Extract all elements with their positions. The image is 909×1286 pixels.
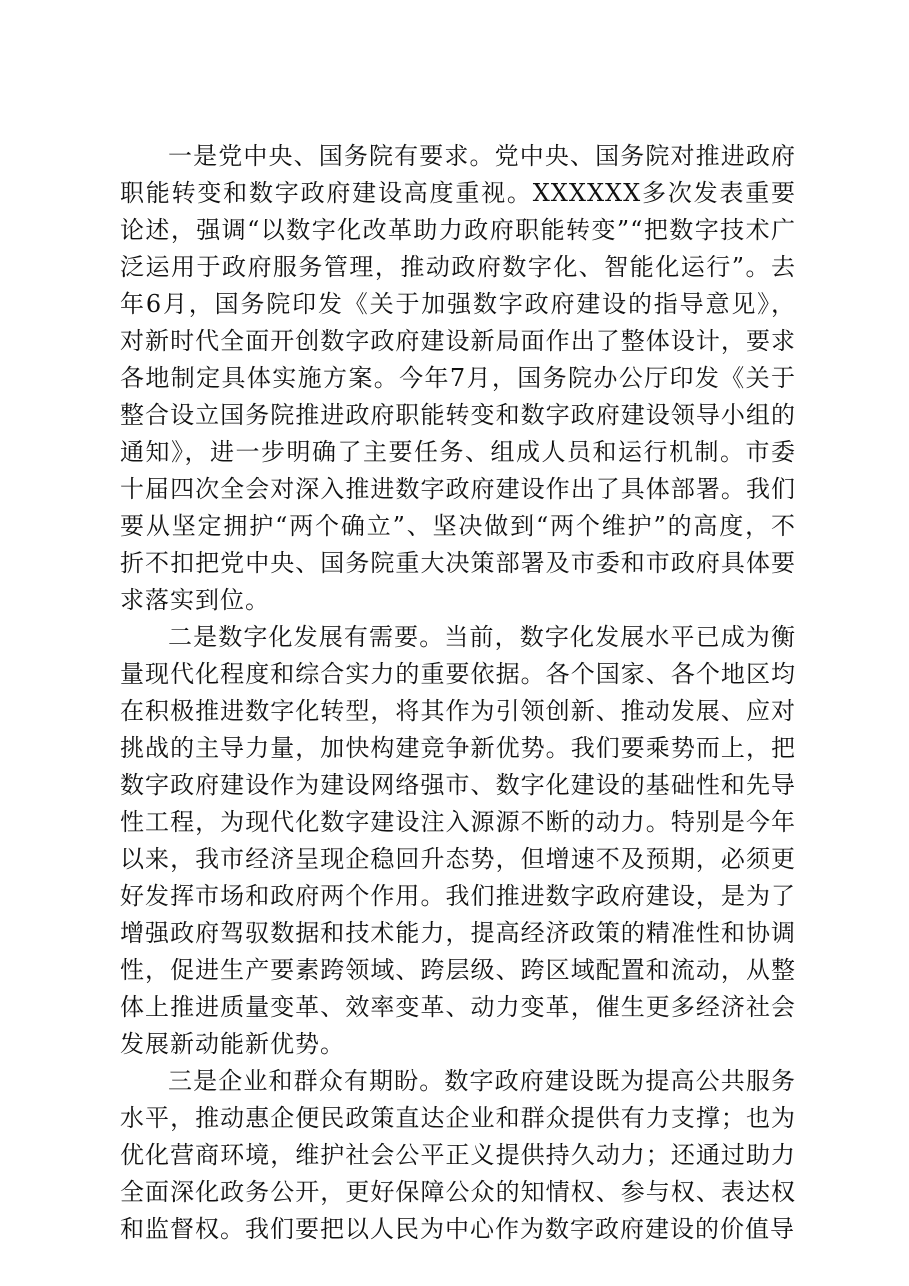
document-body — [120, 138, 796, 1248]
paragraph-party-central-requirement: 一是党中央、国务院有要求。党中央、国务院对推进政府职能转变和数字政府建设高度重视。XXXXXX多次发表重要论述，强调“以数字化改革助力政府职能转变”“把数字技术广泛运用于政府服务管理，推动政府数字化、智能化运行”。去年6月，国务院印发《关于加强数字政府建设的指导意见》，对新时代全面开创数字政府建设新局面作出了整体设计，要求各地制定具体实施方案。今年7月，国务院办公厅印发《关于整合设立国务院推进政府职能转变和数字政府建设领导小组的通知》，进一步明确了主要任务、组成人员和运行机制。市委十届四次全会对深入推进数字政府建设作出了具体部署。我们要从坚定拥护“两个确立”、坚决做到“两个维护”的高度，不折不扣把党中央、国务院重大决策部署及市委和市政府具体要求落实到位。 — [120, 142, 796, 614]
paragraph-public-expectation: 三是企业和群众有期盼。数字政府建设既为提高公共服务水平，推动惠企便民政策直达企业和群众提供有力支撑；也为优化营商环境，维护社会公平正义提供持久动力；还通过助力全面深化政务公开，更好保障公众的知情权、参与权、表达权和监督权。我们要把以人民为中心作为数字政府建设的价值导 — [120, 1067, 796, 1243]
paragraph-digital-development-need: 二是数字化发展有需要。当前，数字化发展水平已成为衡量现代化程度和综合实力的重要依据。各个国家、各个地区均在积极推进数字化转型，将其作为引领创新、推动发展、应对挑战的主导力量，加快构建竞争新优势。我们要乘势而上，把数字政府建设作为建设网络强市、数字化建设的基础性和先导性工程，为现代化数字建设注入源源不断的动力。特别是今年以来，我市经济呈现企稳回升态势，但增速不及预期，必须更好发挥市场和政府两个作用。我们推进数字政府建设，是为了增强政府驾驭数据和技术能力，提高经济政策的精准性和协调性，促进生产要素跨领域、跨层级、跨区域配置和流动，从整体上推进质量变革、效率变革、动力变革，催生更多经济社会发展新动能新优势。 — [120, 623, 796, 1058]
